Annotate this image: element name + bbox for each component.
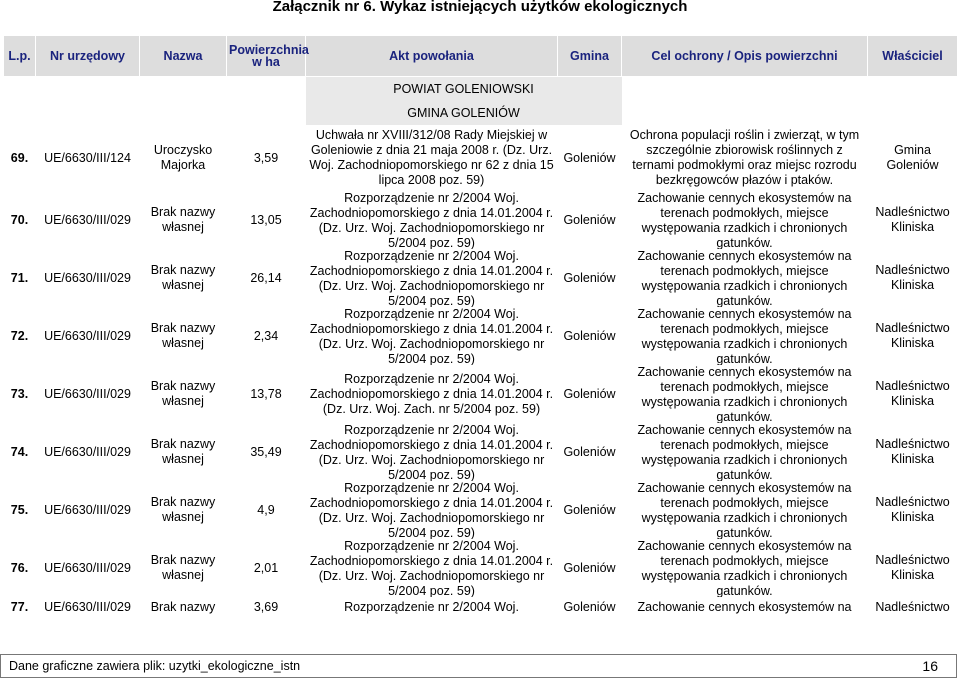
row-lp: 75. (10, 502, 29, 517)
row-area: 3,59 (253, 150, 279, 165)
row-nr: UE/6630/III/029 (44, 502, 131, 517)
table-row (4, 365, 958, 423)
row-area: 2,01 (253, 560, 279, 575)
row-area: 3,69 (253, 599, 279, 614)
row-owner: Nadleśnictwo Kliniska (875, 379, 950, 408)
table-row (4, 307, 958, 365)
section-powiat: POWIAT GOLENIOWSKI (306, 77, 622, 102)
row-nr: UE/6630/III/029 (44, 328, 131, 343)
row-nr: UE/6630/III/029 (44, 212, 131, 227)
row-area: 4,9 (257, 502, 275, 517)
row-area: 13,78 (250, 386, 282, 401)
row-act: Uchwała nr XVIII/312/08 Rady Miejskiej w Goleniowie z dnia 21 maja 2008 r. (Dz. Urz. Woj. Zachodniopomorskiego nr 62 z dnia 15 lipca 2008 poz. 59) (309, 128, 554, 187)
row-goal: Zachowanie cennych ekosystemów na terenach podmokłych, miejsce występowania rzadkich i chronionych gatunków. (637, 249, 852, 307)
ecological-sites-table (3, 35, 958, 617)
page-number: 16 (922, 658, 938, 674)
table-row (4, 249, 958, 307)
page-title: Załącznik nr 6. Wykaz istniejących użytków ekologicznych (272, 0, 688, 15)
row-gmina: Goleniów (563, 444, 616, 459)
section-gmina: GMINA GOLENIÓW (306, 101, 622, 125)
row-gmina: Goleniów (563, 328, 616, 343)
row-goal: Zachowanie cennych ekosystemów na (637, 599, 852, 614)
header-goal: Cel ochrony / Opis powierzchni (622, 36, 868, 77)
row-name: Uroczysko Majorka (153, 143, 213, 172)
header-owner: Właściciel (868, 36, 958, 77)
row-gmina: Goleniów (563, 502, 616, 517)
table-header-row (4, 36, 958, 77)
row-act: Rozporządzenie nr 2/2004 Woj. Zachodniopomorskiego z dnia 14.01.2004 r. (Dz. Urz. Woj. Zachodniopomorskiego nr 5/2004 poz. 59) (309, 539, 554, 597)
row-name: Brak nazwy własnej (150, 495, 216, 524)
row-lp: 70. (10, 212, 29, 227)
row-goal: Zachowanie cennych ekosystemów na terenach podmokłych, miejsce występowania rzadkich i chronionych gatunków. (637, 423, 852, 481)
footer-text: Dane graficzne zawiera plik: uzytki_ekologiczne_istn (9, 659, 301, 673)
row-goal: Zachowanie cennych ekosystemów na terenach podmokłych, miejsce występowania rzadkich i chronionych gatunków. (637, 365, 852, 423)
table-row (4, 191, 958, 249)
row-lp: 76. (10, 560, 29, 575)
row-nr: UE/6630/III/029 (44, 444, 131, 459)
row-name: Brak nazwy własnej (150, 553, 216, 582)
table-row-partial (4, 597, 958, 617)
row-gmina: Goleniów (563, 386, 616, 401)
row-nr: UE/6630/III/029 (44, 560, 131, 575)
row-area: 26,14 (250, 270, 282, 285)
row-goal: Zachowanie cennych ekosystemów na terenach podmokłych, miejsce występowania rzadkich i chronionych gatunków. (637, 481, 852, 539)
header-lp: L.p. (4, 36, 36, 77)
row-name: Brak nazwy własnej (150, 437, 216, 466)
row-lp: 71. (10, 270, 29, 285)
row-act: Rozporządzenie nr 2/2004 Woj. (344, 599, 519, 614)
row-owner: Nadleśnictwo Kliniska (875, 263, 950, 292)
row-gmina: Goleniów (563, 270, 616, 285)
row-nr: UE/6630/III/029 (44, 386, 131, 401)
row-area: 13,05 (250, 212, 282, 227)
header-gmina: Gmina (558, 36, 622, 77)
row-owner: Nadleśnictwo Kliniska (875, 321, 950, 350)
row-lp: 69. (10, 150, 29, 165)
row-name: Brak nazwy własnej (150, 263, 216, 292)
row-area: 35,49 (250, 444, 282, 459)
header-nr: Nr urzędowy (36, 36, 140, 77)
row-owner: Nadleśnictwo Kliniska (875, 205, 950, 234)
table-row (4, 481, 958, 539)
row-act: Rozporządzenie nr 2/2004 Woj. Zachodniopomorskiego z dnia 14.01.2004 r. (Dz. Urz. Woj. Zachodniopomorskiego nr 5/2004 poz. 59) (309, 423, 554, 481)
row-act: Rozporządzenie nr 2/2004 Woj. Zachodniopomorskiego z dnia 14.01.2004 r. (Dz. Urz. Woj. Zachodniopomorskiego nr 5/2004 poz. 59) (309, 307, 554, 365)
row-lp: 73. (10, 386, 29, 401)
row-lp: 77. (10, 599, 29, 614)
row-act: Rozporządzenie nr 2/2004 Woj. Zachodniopomorskiego z dnia 14.01.2004 r. (Dz. Urz. Woj. Zachodniopomorskiego nr 5/2004 poz. 59) (309, 481, 554, 539)
table-row (4, 423, 958, 481)
row-owner: Nadleśnictwo Kliniska (875, 495, 950, 524)
row-name: Brak nazwy własnej (150, 321, 216, 350)
page-footer (0, 654, 957, 678)
row-act: Rozporządzenie nr 2/2004 Woj. Zachodniopomorskiego z dnia 14.01.2004 r. (Dz. Urz. Woj. Zachodniopomorskiego nr 5/2004 poz. 59) (309, 191, 554, 249)
row-goal: Zachowanie cennych ekosystemów na terenach podmokłych, miejsce występowania rzadkich i chronionych gatunków. (637, 191, 852, 249)
header-act: Akt powołania (306, 36, 558, 77)
row-nr: UE/6630/III/124 (44, 150, 131, 165)
row-gmina: Goleniów (563, 560, 616, 575)
row-act: Rozporządzenie nr 2/2004 Woj. Zachodniopomorskiego z dnia 14.01.2004 r. (Dz. Urz. Woj. Zachodniopomorskiego nr 5/2004 poz. 59) (309, 249, 554, 307)
row-act: Rozporządzenie nr 2/2004 Woj. Zachodniopomorskiego z dnia 14.01.2004 r. (Dz. Urz. Woj. Zach. nr 5/2004 poz. 59) (309, 371, 554, 416)
row-lp: 72. (10, 328, 29, 343)
row-owner: Nadleśnictwo (875, 599, 950, 614)
row-lp: 74. (10, 444, 29, 459)
table-row (4, 125, 958, 191)
table-row (4, 539, 958, 597)
row-owner: Gmina Goleniów (886, 143, 939, 172)
header-name: Nazwa (140, 36, 227, 77)
row-nr: UE/6630/III/029 (44, 270, 131, 285)
row-goal: Ochrona populacji roślin i zwierząt, w tym szczególnie zbiorowisk roślinnych z ternami podmokłymi oraz miejsc rozrodu bezkręgowców płazów i ptaków. (629, 128, 860, 187)
row-owner: Nadleśnictwo Kliniska (875, 553, 950, 582)
row-name: Brak nazwy własnej (150, 205, 216, 234)
row-gmina: Goleniów (563, 150, 616, 165)
row-goal: Zachowanie cennych ekosystemów na terenach podmokłych, miejsce występowania rzadkich i chronionych gatunków. (637, 307, 852, 365)
row-name: Brak nazwy (150, 599, 216, 614)
row-goal: Zachowanie cennych ekosystemów na terenach podmokłych, miejsce występowania rzadkich i chronionych gatunków. (637, 539, 852, 597)
row-owner: Nadleśnictwo Kliniska (875, 437, 950, 466)
header-area: Powierzchnia w ha (227, 36, 306, 77)
row-gmina: Goleniów (563, 599, 616, 614)
row-gmina: Goleniów (563, 212, 616, 227)
row-nr: UE/6630/III/029 (44, 599, 131, 614)
row-area: 2,34 (253, 328, 279, 343)
row-name: Brak nazwy własnej (150, 379, 216, 408)
